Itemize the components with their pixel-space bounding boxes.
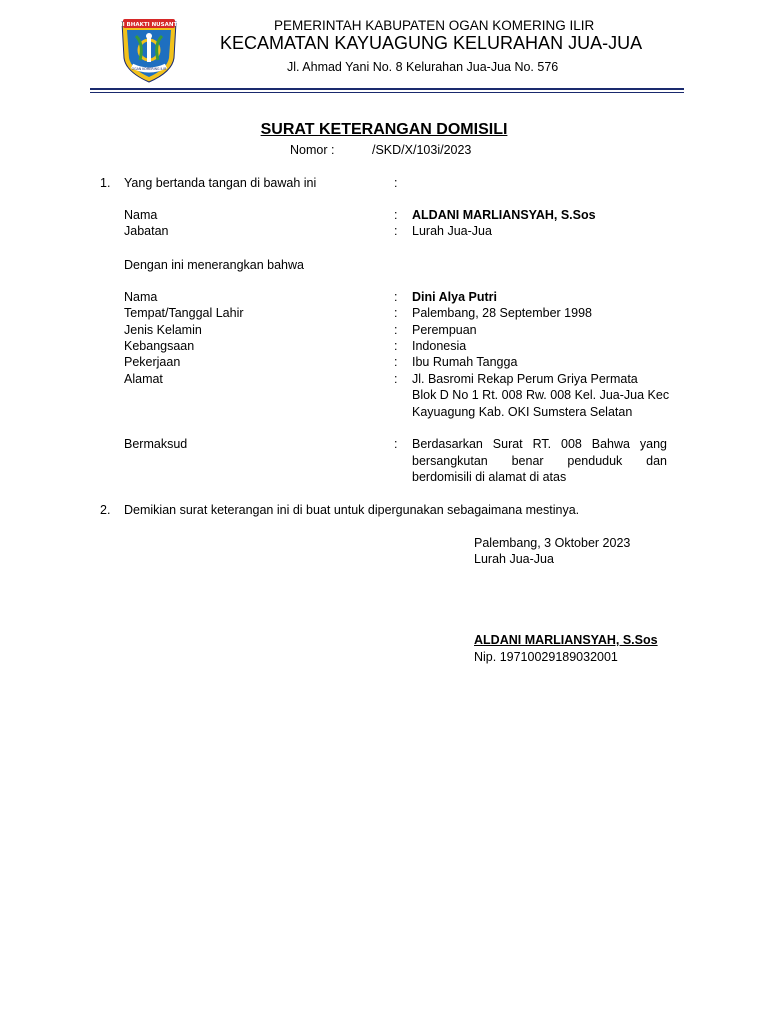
official-name-value: ALDANI MARLIANSYAH, S.Sos	[412, 208, 596, 222]
subject-occupation-label: Pekerjaan	[124, 355, 181, 369]
signature-place-date: Palembang, 3 Oktober 2023	[474, 536, 631, 550]
letterhead-government: PEMERINTAH KABUPATEN OGAN KOMERING ILIR	[274, 18, 595, 33]
section-2-number: 2.	[100, 503, 111, 517]
official-position-label: Jabatan	[124, 224, 169, 238]
colon: :	[394, 437, 398, 451]
colon: :	[394, 355, 398, 369]
letterhead-rule-thick	[90, 88, 684, 90]
purpose-label: Bermaksud	[124, 437, 188, 451]
subject-name-label: Nama	[124, 290, 158, 304]
colon: :	[394, 339, 398, 353]
regency-emblem-logo	[108, 14, 190, 84]
colon: :	[394, 372, 398, 386]
subject-gender-value: Perempuan	[412, 323, 477, 337]
document-title: SURAT KETERANGAN DOMISILI	[260, 121, 508, 138]
logo-banner-text: BUMI BHAKTI NUSANTARA	[108, 22, 190, 28]
subject-gender-label: Jenis Kelamin	[124, 323, 202, 337]
subject-birth-label: Tempat/Tanggal Lahir	[124, 306, 244, 320]
official-position-value: Lurah Jua-Jua	[412, 224, 492, 238]
subject-address-label: Alamat	[124, 372, 163, 386]
purpose-line: bersangkutan benar penduduk dan	[412, 453, 667, 468]
official-name-label: Nama	[124, 208, 158, 222]
letterhead-office: KECAMATAN KAYUAGUNG KELURAHAN JUA-JUA	[220, 33, 643, 53]
colon: :	[394, 208, 398, 222]
statement-text: Dengan ini menerangkan bahwa	[124, 258, 304, 272]
letterhead-address: Jl. Ahmad Yani No. 8 Kelurahan Jua-Jua No. 576	[287, 60, 559, 74]
signature-position: Lurah Jua-Jua	[474, 552, 554, 566]
colon: :	[394, 290, 398, 304]
signature-nip: Nip. 19710029189032001	[474, 650, 618, 664]
nomor-label: Nomor :	[290, 143, 335, 157]
nomor-value: /SKD/X/103i/2023	[372, 143, 472, 157]
purpose-text	[412, 436, 667, 486]
logo-ribbon-text: OGAN KOMERING ILIR	[131, 67, 167, 71]
subject-nationality-value: Indonesia	[412, 339, 467, 353]
colon: :	[394, 306, 398, 320]
letterhead-rule-thin	[90, 92, 684, 93]
colon: :	[394, 323, 398, 337]
colon: :	[394, 224, 398, 238]
subject-address-line: Kayuagung Kab. OKI Sumstera Selatan	[412, 405, 633, 419]
purpose-line: Berdasarkan Surat RT. 008 Bahwa yang	[412, 437, 667, 451]
section-2-text: Demikian surat keterangan ini di buat untuk dipergunakan sebagaimana mestinya.	[124, 503, 580, 517]
colon: :	[394, 176, 398, 190]
subject-birth-value: Palembang, 28 September 1998	[412, 306, 592, 320]
section-1-intro: Yang bertanda tangan di bawah ini	[124, 176, 317, 190]
subject-nationality-label: Kebangsaan	[124, 339, 195, 353]
signature-name: ALDANI MARLIANSYAH, S.Sos	[474, 633, 658, 647]
section-1-number: 1.	[100, 176, 111, 190]
subject-occupation-value: Ibu Rumah Tangga	[412, 355, 518, 369]
subject-name-value: Dini Alya Putri	[412, 290, 497, 304]
subject-address-line: Jl. Basromi Rekap Perum Griya Permata	[412, 372, 638, 386]
purpose-line: berdomisili di alamat di atas	[412, 470, 567, 484]
subject-address-line: Blok D No 1 Rt. 008 Rw. 008 Kel. Jua-Jua Kec	[412, 388, 670, 402]
